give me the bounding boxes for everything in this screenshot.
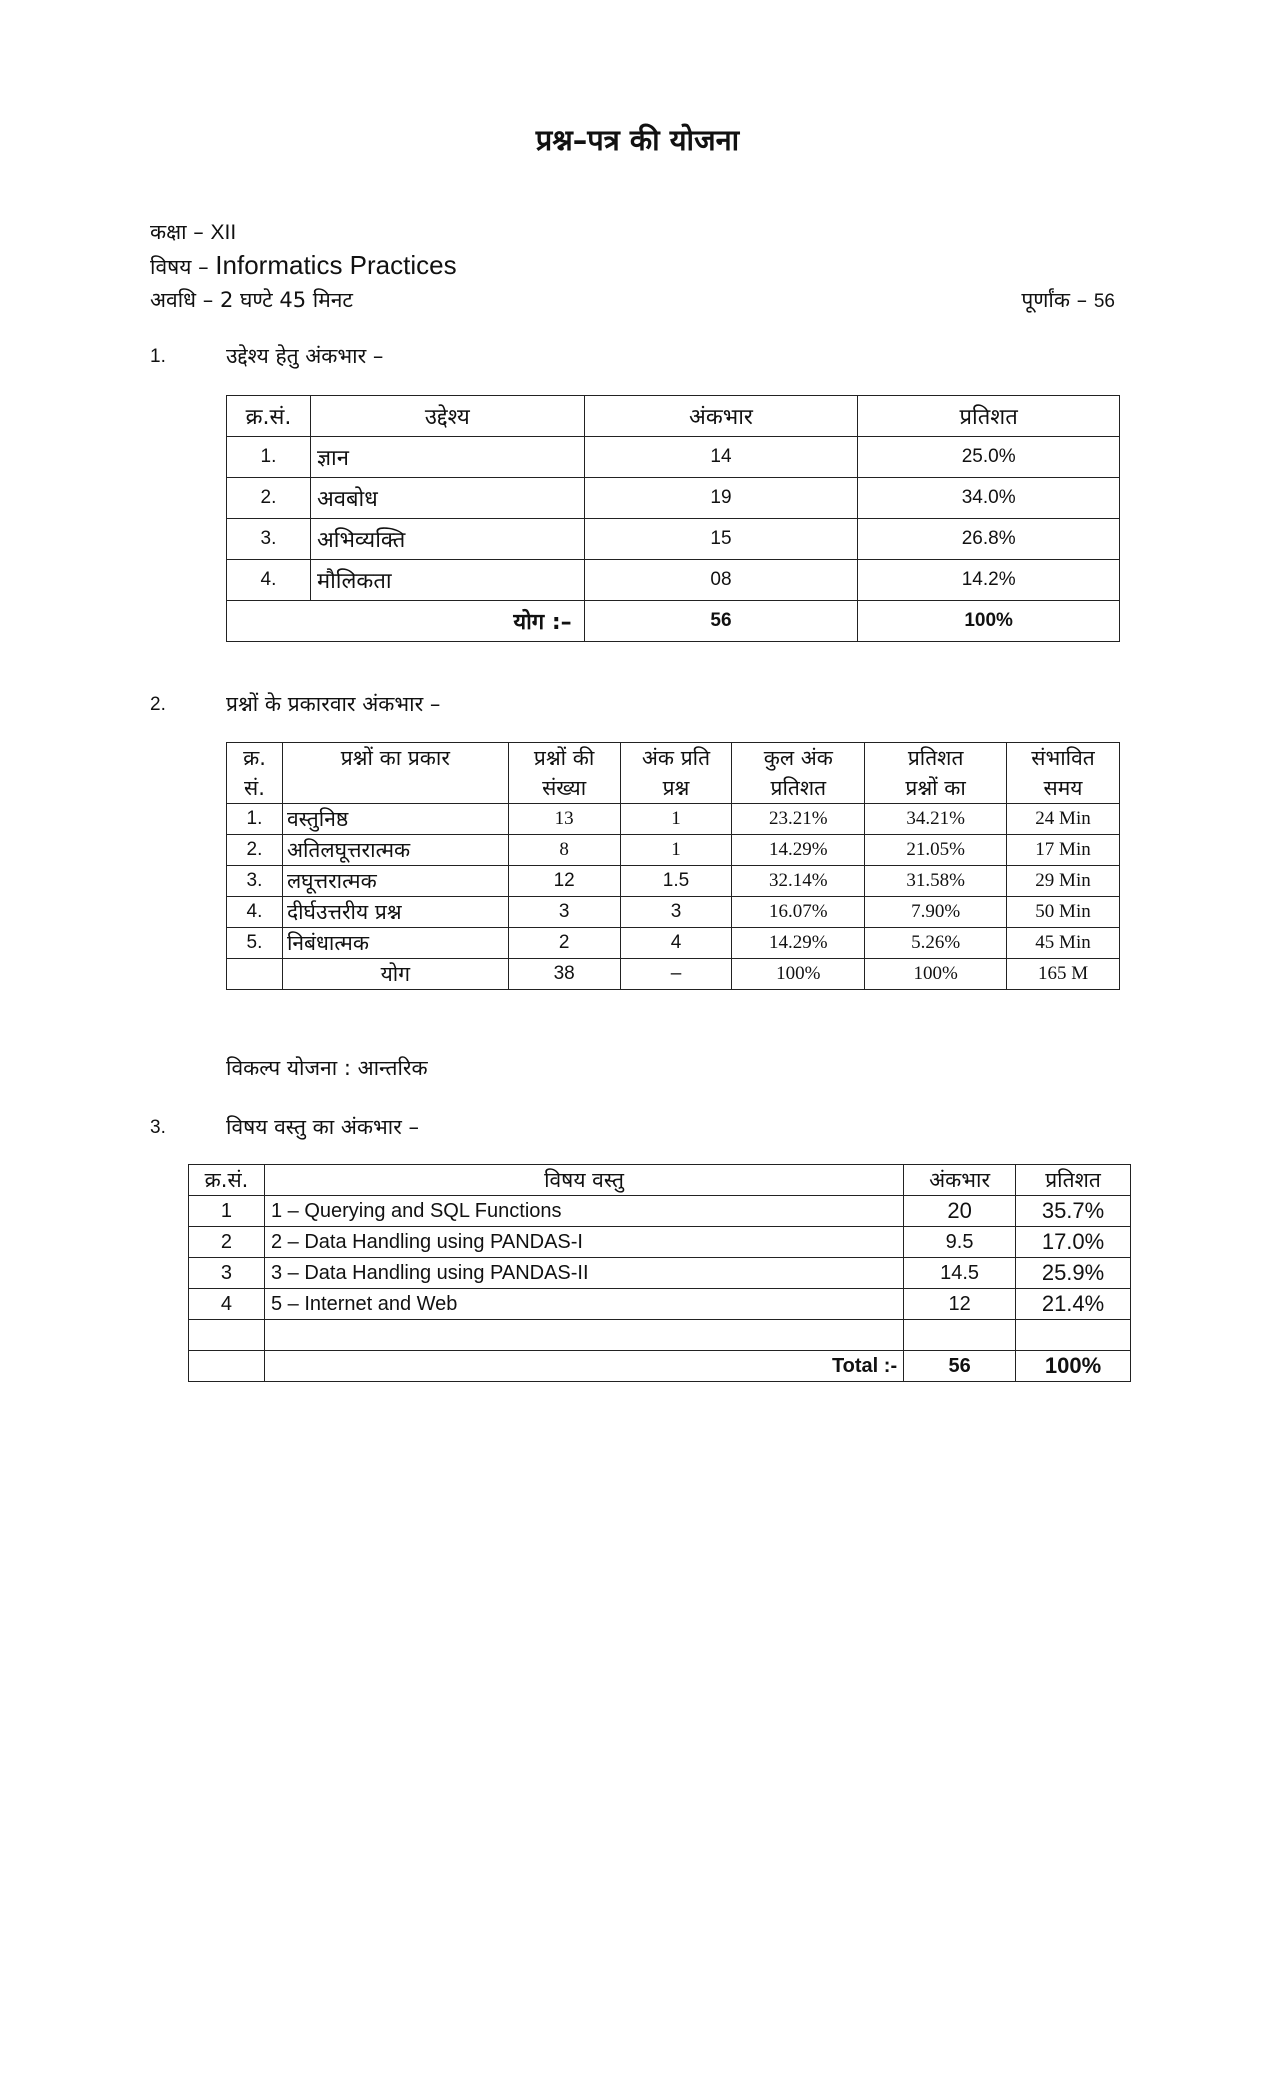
objective-cell: अवबोध: [310, 478, 584, 519]
count-cell: 12: [508, 866, 620, 897]
serial-cell: 1: [189, 1196, 265, 1227]
total-row: [227, 601, 1120, 642]
duration-line: [150, 286, 353, 314]
percent-cell: 26.8%: [858, 519, 1120, 560]
table-row: [227, 928, 1120, 959]
question-pct-cell: 34.21%: [865, 804, 1007, 835]
objective-cell: ज्ञान: [310, 437, 584, 478]
total-pct-cell: 32.14%: [732, 866, 865, 897]
total-pct-cell: 16.07%: [732, 897, 865, 928]
marks-cell: 19: [584, 478, 858, 519]
table-header-row: [189, 1165, 1131, 1196]
question-pct-cell: 7.90%: [865, 897, 1007, 928]
header-cell: प्रतिशत: [858, 396, 1120, 437]
type-cell: दीर्घउत्तरीय प्रश्न: [282, 897, 508, 928]
header-cell: प्रतिशत प्रश्नों का: [865, 743, 1007, 804]
total-pct-cell: 23.21%: [732, 804, 865, 835]
table-row: [189, 1289, 1131, 1320]
header-cell: उद्देश्य: [310, 396, 584, 437]
percent-cell: 25.0%: [858, 437, 1120, 478]
table-row: [227, 804, 1120, 835]
percent-cell: 14.2%: [858, 560, 1120, 601]
question-pct-cell: 5.26%: [865, 928, 1007, 959]
section1-number: 1.: [150, 346, 166, 367]
table-header-row: [227, 396, 1120, 437]
table-row: [227, 866, 1120, 897]
header-cell: क्र.सं.: [227, 396, 311, 437]
serial-cell: 1.: [227, 804, 283, 835]
marks-each-cell: 1: [620, 804, 732, 835]
time-cell: 29 Min: [1007, 866, 1120, 897]
empty-cell: [189, 1320, 265, 1351]
total-marks: 56: [584, 601, 858, 642]
table-row: [227, 835, 1120, 866]
header-cell: प्रश्नों की संख्या: [508, 743, 620, 804]
serial-cell: 5.: [227, 928, 283, 959]
serial-cell: 2: [189, 1227, 265, 1258]
header-cell: अंकभार: [584, 396, 858, 437]
serial-cell: 4.: [227, 897, 283, 928]
count-cell: 8: [508, 835, 620, 866]
content-cell: 1 – Querying and SQL Functions: [264, 1196, 903, 1227]
total-marks: 56: [904, 1351, 1016, 1382]
type-cell: वस्तुनिष्ठ: [282, 804, 508, 835]
table-row: [189, 1196, 1131, 1227]
count-cell: 3: [508, 897, 620, 928]
percent-cell: 35.7%: [1016, 1196, 1131, 1227]
total-percent: 100%: [858, 601, 1120, 642]
marks-cell: 15: [584, 519, 858, 560]
time-cell: 24 Min: [1007, 804, 1120, 835]
marks-each-cell: 1: [620, 835, 732, 866]
time-cell: 45 Min: [1007, 928, 1120, 959]
header-cell: कुल अंक प्रतिशत: [732, 743, 865, 804]
total-label: Total :-: [264, 1351, 903, 1382]
option-scheme: विकल्प योजना : आन्तरिक: [226, 1056, 428, 1080]
page-title: प्रश्न–पत्र की योजना: [535, 123, 740, 157]
total-marks-each: –: [620, 959, 732, 990]
total-percent: 100%: [1016, 1351, 1131, 1382]
serial-cell: 4: [189, 1289, 265, 1320]
header-cell: क्र. सं.: [227, 743, 283, 804]
total-row: [227, 959, 1120, 990]
subject-line: [150, 250, 457, 281]
content-weightage-table: [188, 1164, 1131, 1382]
marks-each-cell: 4: [620, 928, 732, 959]
total-row: [189, 1351, 1131, 1382]
empty-cell: [904, 1320, 1016, 1351]
percent-cell: 25.9%: [1016, 1258, 1131, 1289]
max-marks-line: [1021, 286, 1115, 314]
class-line: [150, 218, 236, 246]
table-header-row: [227, 743, 1120, 804]
empty-cell: [227, 959, 283, 990]
percent-cell: 17.0%: [1016, 1227, 1131, 1258]
type-cell: अतिलघूत्तरात्मक: [282, 835, 508, 866]
header-cell: संभावित समय: [1007, 743, 1120, 804]
section3-title: विषय वस्तु का अंकभार –: [226, 1115, 419, 1139]
duration-label: अवधि –: [150, 288, 214, 312]
header-cell: अंकभार: [904, 1165, 1016, 1196]
header-cell: विषय वस्तु: [264, 1165, 903, 1196]
header-cell: प्रश्नों का प्रकार: [282, 743, 508, 804]
section2-number: 2.: [150, 694, 166, 715]
percent-cell: 34.0%: [858, 478, 1120, 519]
empty-cell: [189, 1351, 265, 1382]
class-value: XII: [210, 221, 237, 244]
objective-cell: अभिव्यक्ति: [310, 519, 584, 560]
subject-value: Informatics Practices: [215, 250, 457, 280]
percent-cell: 21.4%: [1016, 1289, 1131, 1320]
total-pct-cell: 14.29%: [732, 835, 865, 866]
marks-cell: 20: [904, 1196, 1016, 1227]
serial-cell: 1.: [227, 437, 311, 478]
empty-cell: [1016, 1320, 1131, 1351]
count-cell: 13: [508, 804, 620, 835]
table-row: [227, 897, 1120, 928]
time-cell: 17 Min: [1007, 835, 1120, 866]
class-label: कक्षा –: [150, 220, 204, 244]
question-pct-cell: 31.58%: [865, 866, 1007, 897]
marks-cell: 14.5: [904, 1258, 1016, 1289]
table-row: [189, 1258, 1131, 1289]
question-types-table: [226, 742, 1120, 990]
section1-title: उद्देश्य हेतु अंकभार –: [226, 344, 384, 368]
total-count: 38: [508, 959, 620, 990]
marks-each-cell: 1.5: [620, 866, 732, 897]
marks-cell: 14: [584, 437, 858, 478]
total-label: योग :–: [227, 601, 585, 642]
header-cell: अंक प्रति प्रश्न: [620, 743, 732, 804]
objective-cell: मौलिकता: [310, 560, 584, 601]
marks-cell: 12: [904, 1289, 1016, 1320]
type-cell: लघूत्तरात्मक: [282, 866, 508, 897]
total-time: 165 M: [1007, 959, 1120, 990]
subject-label: विषय –: [150, 255, 209, 279]
count-cell: 2: [508, 928, 620, 959]
type-cell: निबंधात्मक: [282, 928, 508, 959]
empty-cell: [264, 1320, 903, 1351]
objectives-table: [226, 395, 1120, 642]
serial-cell: 2.: [227, 835, 283, 866]
content-cell: 5 – Internet and Web: [264, 1289, 903, 1320]
total-question-pct: 100%: [865, 959, 1007, 990]
serial-cell: 3: [189, 1258, 265, 1289]
time-cell: 50 Min: [1007, 897, 1120, 928]
total-pct-cell: 14.29%: [732, 928, 865, 959]
total-pct: 100%: [732, 959, 865, 990]
header-cell: प्रतिशत: [1016, 1165, 1131, 1196]
duration-value: 2 घण्टे 45 मिनट: [219, 288, 354, 312]
serial-cell: 2.: [227, 478, 311, 519]
serial-cell: 4.: [227, 560, 311, 601]
marks-cell: 9.5: [904, 1227, 1016, 1258]
total-label: योग: [282, 959, 508, 990]
table-row: [189, 1227, 1131, 1258]
serial-cell: 3.: [227, 866, 283, 897]
content-cell: 2 – Data Handling using PANDAS-I: [264, 1227, 903, 1258]
section3-number: 3.: [150, 1117, 166, 1138]
empty-row: [189, 1320, 1131, 1351]
marks-cell: 08: [584, 560, 858, 601]
content-cell: 3 – Data Handling using PANDAS-II: [264, 1258, 903, 1289]
max-marks-value: 56: [1093, 291, 1115, 312]
table-row: [227, 437, 1120, 478]
question-pct-cell: 21.05%: [865, 835, 1007, 866]
header-cell: क्र.सं.: [189, 1165, 265, 1196]
marks-each-cell: 3: [620, 897, 732, 928]
table-row: [227, 560, 1120, 601]
table-row: [227, 519, 1120, 560]
max-marks-label: पूर्णांक –: [1021, 288, 1088, 312]
section2-title: प्रश्नों के प्रकारवार अंकभार –: [226, 692, 441, 716]
serial-cell: 3.: [227, 519, 311, 560]
table-row: [227, 478, 1120, 519]
